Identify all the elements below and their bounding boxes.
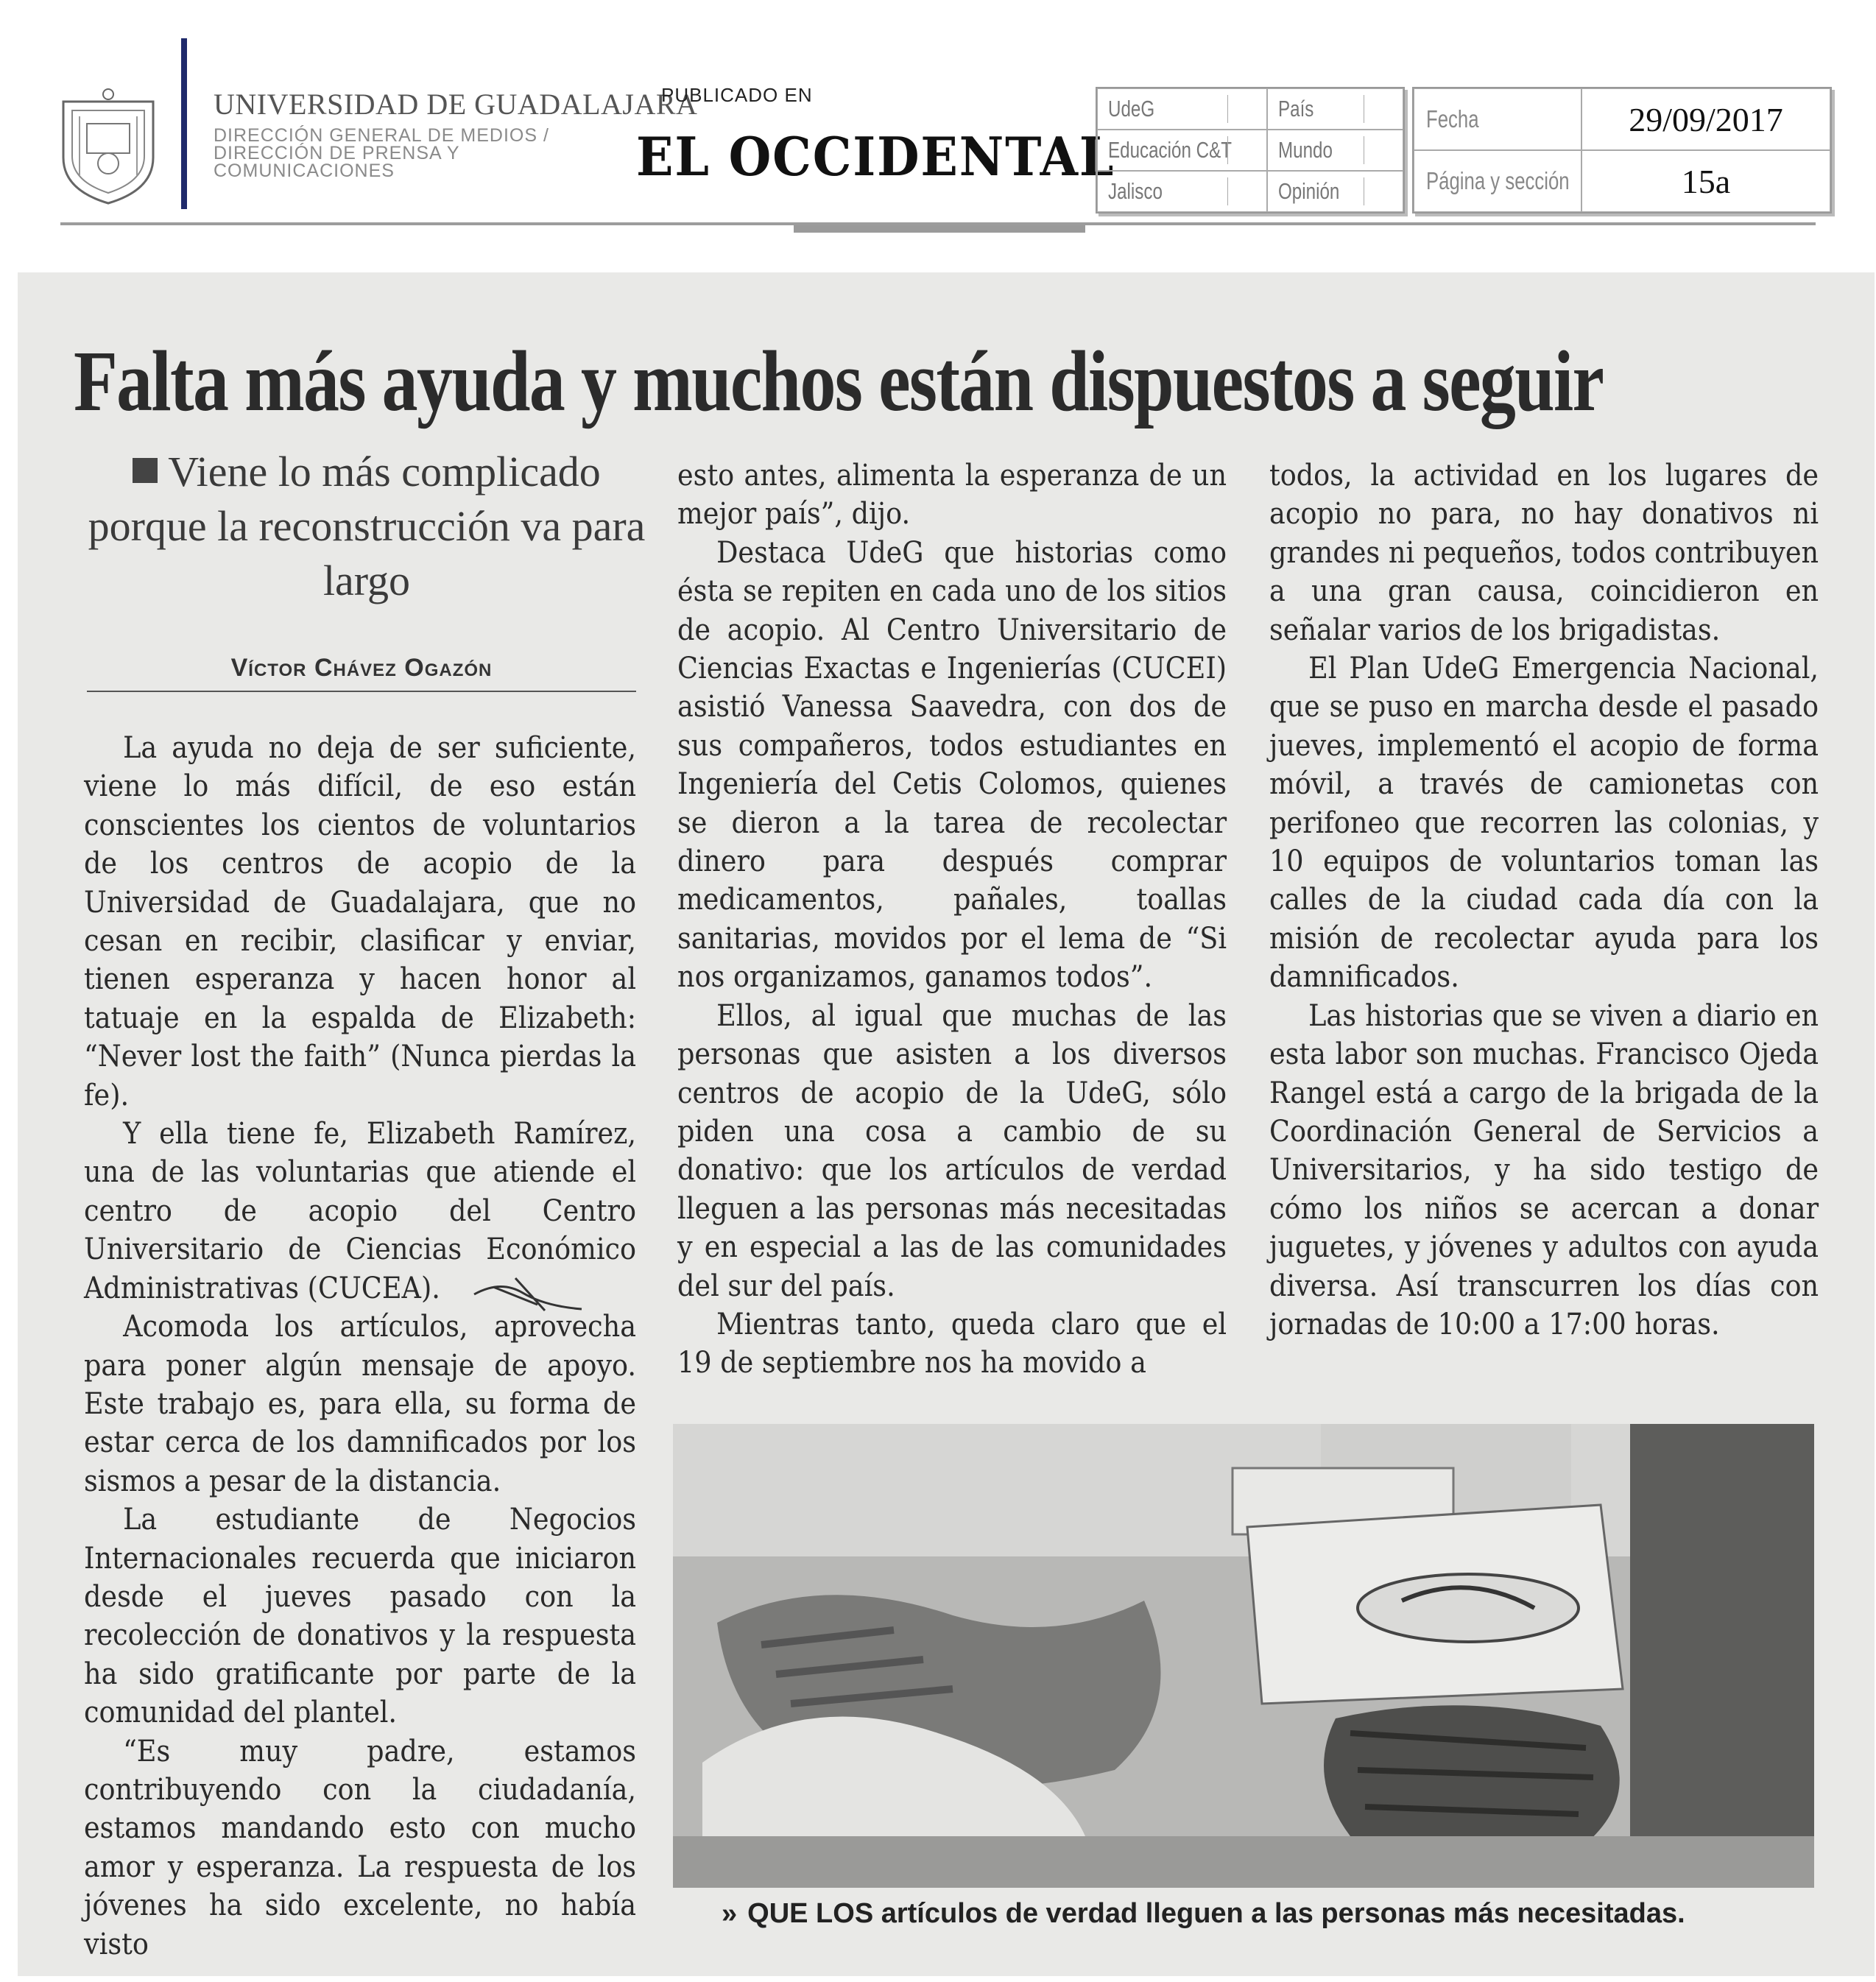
article-headline: Falta más ayuda y muchos están dispuestos a seguir — [74, 333, 1604, 429]
article-byline: Víctor Chávez Ogazón — [230, 654, 493, 682]
paragraph: Mientras tanto, queda claro que el 19 de septiembre nos ha movido a — [677, 1307, 1227, 1380]
page-value: 15a — [1581, 150, 1830, 212]
newspaper-underline — [794, 225, 1085, 233]
section-jalisco: Jalisco — [1097, 171, 1267, 212]
paragraph: esto antes, alimenta la esperanza de un mejor país”, dijo. — [677, 459, 1227, 532]
byline-rule — [87, 691, 636, 692]
header-divider — [60, 222, 1816, 225]
section-educacion: Educación C&T — [1097, 130, 1267, 171]
paragraph: La estudiante de Negocios Internacionales recuerda que iniciaron desde el jueves pasado con la recolección de donativos y la respuesta ha sido gratificante por parte de la comunidad del plantel. — [84, 1503, 637, 1730]
article-photo — [673, 1424, 1814, 1888]
section-table — [1096, 87, 1405, 214]
university-name: UNIVERSIDAD DE GUADALAJARA — [214, 88, 698, 121]
paragraph: todos, la actividad en los lugares de acopio no para, no hay donativos ni grandes ni pequeños, todos contribuyen a una gran causa, coincidieron en señalar varios de los brigadistas. — [1269, 459, 1819, 647]
photo-caption: » QUE LOS artículos de verdad lleguen a las personas más necesitadas. — [722, 1898, 1685, 1929]
donations-photo-illustration — [673, 1424, 1814, 1888]
bullet-square-icon — [133, 458, 158, 483]
article-column-2 — [677, 456, 1227, 1383]
published-label: PUBLICADO EN — [661, 84, 813, 106]
accent-bar — [181, 38, 187, 209]
paragraph: El Plan UdeG Emergencia Nacional, que se puso en marcha desde el pasado jueves, implementó el acopio de forma móvil, a través de camionetas con perifoneo que recorren las colonias, y 10 equipos de voluntarios toman las calles de la ciudad cada día con la misión de recolectar ayuda para los damnificados. — [1269, 652, 1819, 995]
department-name: DIRECCIÓN GENERAL DE MEDIOS / DIRECCIÓN DE PRENSA Y COMUNICACIONES — [214, 125, 549, 181]
paragraph: Destaca UdeG que historias como ésta se repiten en cada uno de los sitios de acopio. Al Centro Universitario de Ciencias Exactas e Ingenierías (CUCEI) asistió Vanessa Saavedra, con dos de sus compañeros, todos estudiantes en Ingeniería del Cetis Colomos, quienes se dieron a la tarea de recolectar dinero para después comprar medicamentos, pañales, toallas sanitarias, movidos por el lema de “Si nos organizamos, ganamos todos”. — [677, 535, 1227, 995]
handwritten-mark-icon — [471, 1272, 589, 1316]
paragraph: Ellos, al igual que muchas de las personas que asisten a los diversos centros de acopio de la UdeG, sólo piden una cosa a cambio de su donativo: que los artículos de verdad lleguen a las personas más necesitadas y en especial a las de las comunidades del sur del país. — [677, 998, 1227, 1303]
article-deck: Viene lo más complicado porque la reconstrucción va para largo — [88, 448, 646, 604]
article-column-3 — [1269, 456, 1819, 1344]
date-label: Fecha — [1414, 88, 1581, 150]
article-column-1 — [84, 729, 636, 1964]
page-label: Página y sección — [1414, 150, 1581, 212]
section-opinion: Opinión — [1267, 171, 1403, 212]
paragraph: Y ella tiene fe, Elizabeth Ramírez, una de las voluntarias que atiende el centro de acopio del Centro Universitario de Ciencias Económico Administrativas (CUCEA). — [84, 1117, 637, 1305]
newspaper-name: EL OCCIDENTAL — [636, 125, 1115, 188]
date-table — [1412, 87, 1832, 214]
section-mundo: Mundo — [1267, 130, 1403, 171]
clipping-header — [0, 0, 1876, 236]
double-chevron-icon: » — [722, 1898, 738, 1929]
section-udeg: UdeG — [1097, 88, 1267, 130]
paragraph: Acomoda los artículos, aprovecha para poner algún mensaje de apoyo. Este trabajo es, para ella, su forma de estar cerca de los damnificados por los sismos a pesar de la distancia. — [84, 1310, 637, 1498]
date-value: 29/09/2017 — [1581, 88, 1830, 150]
section-pais: País — [1267, 88, 1403, 130]
paragraph: La ayuda no deja de ser suficiente, viene lo más difícil, de eso están conscientes los cientos de voluntarios de los centros de acopio de la Universidad de Guadalajara, que no cesan en recibir, clasificar y enviar, tienen esperanza y hacen honor al tatuaje en la espalda de Elizabeth: “Never lost the faith” (Nunca pierdas la fe). — [84, 731, 637, 1112]
paragraph: Las historias que se viven a diario en esta labor son muchas. Francisco Ojeda Rangel está a cargo de la brigada de la Coordinación General de Servicios a Universitarios, y ha sido testigo de cómo los niños se acercan a donar juguetes, y jóvenes y adultos con ayuda diversa. Así transcurren los días con jornadas de 10:00 a 17:00 horas. — [1269, 998, 1819, 1341]
paragraph: “Es muy padre, estamos contribuyendo con la ciudadanía, estamos mandando esto con mucho amor y esperanza. La respuesta de los jóvenes ha sido excelente, no había visto — [84, 1734, 637, 1961]
university-seal-icon — [57, 87, 159, 206]
